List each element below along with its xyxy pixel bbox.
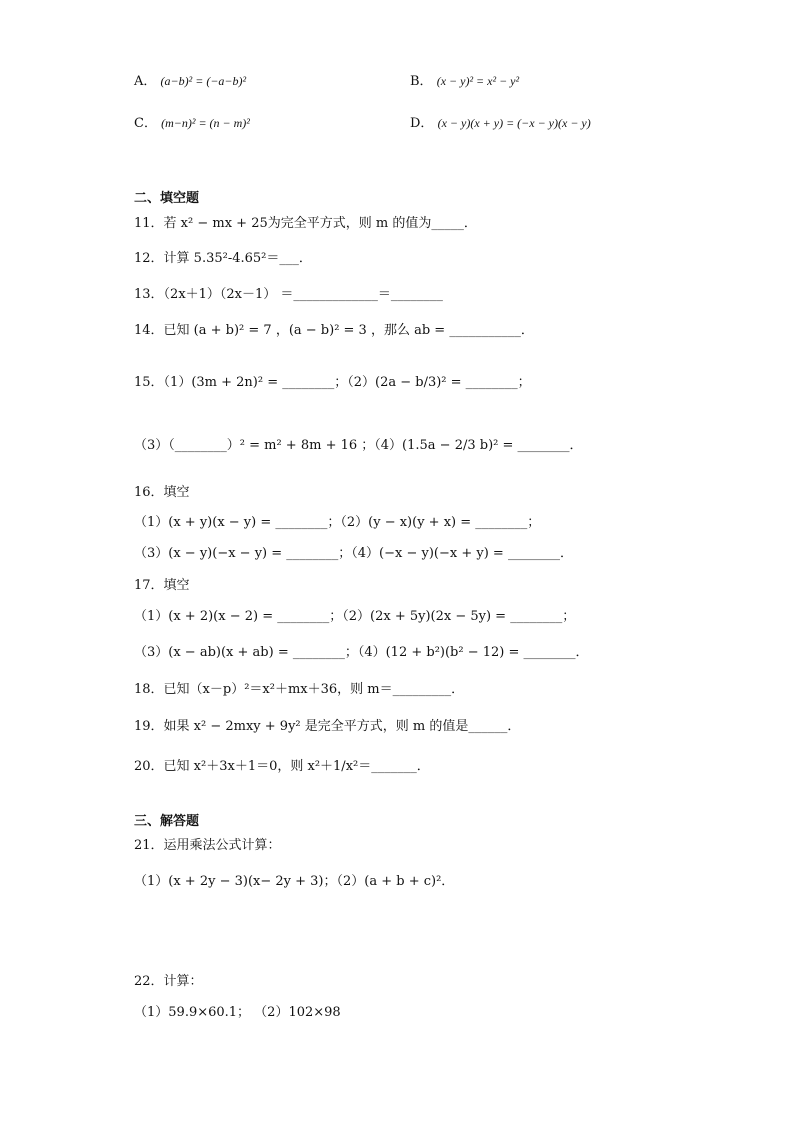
question-22: 22．计算： xyxy=(134,974,203,989)
option-d-expr: (x − y)(x + y) = (−x − y)(x − y) xyxy=(437,116,591,130)
option-d-label: D． xyxy=(410,116,434,131)
option-c-label: C． xyxy=(134,116,157,131)
question-13: 13．（2x＋1）（2x－1） ＝_____________＝________ xyxy=(134,287,443,302)
option-d xyxy=(410,114,591,133)
option-a-expr: (a−b)² = (−a−b)² xyxy=(160,74,247,88)
option-c-expr: (m−n)² = (n − m)² xyxy=(161,116,250,130)
question-20: 20．已知 x²＋3x＋1＝0，则 x²＋1/x²＝_______． xyxy=(134,759,430,774)
question-19: 19．如果 x² − 2mxy + 9y² 是完全平方式，则 m 的值是______． xyxy=(134,719,521,734)
section-title-solve: 三、解答题 xyxy=(134,814,200,829)
question-16-part-a: （1）(x + y)(x − y) = ________；（2）(y − x)(y + x) = ________； xyxy=(134,515,541,530)
question-12: 12．计算 5.35²-4.65²＝___． xyxy=(134,251,312,266)
option-b xyxy=(410,72,519,91)
question-11: 11．若 x² − mx + 25为完全平方式，则 m 的值为_____． xyxy=(134,216,477,231)
option-a-label: A． xyxy=(134,74,157,89)
question-17-part-a: （1）(x + 2)(x − 2) = ________；（2）(2x + 5y)(2x − 5y) = ________； xyxy=(134,609,576,624)
question-15-part-b: （3）（________）² = m² + 8m + 16 ；（4）(1.5a − 2/3 b)² = ________． xyxy=(134,438,583,453)
option-b-expr: (x − y)² = x² − y² xyxy=(436,74,520,88)
question-14: 14．已知 (a + b)² = 7 ，(a − b)² = 3 ，那么 ab = ___________． xyxy=(134,323,534,338)
question-16: 16．填空 xyxy=(134,485,190,500)
question-15-part-a: 15．（1）(3m + 2n)² = ________；（2）(2a − b/3)² = ________； xyxy=(134,375,531,390)
question-18: 18．已知（x－p）²＝x²＋mx＋36，则 m＝_________． xyxy=(134,682,465,697)
section-title-fill-blank: 二、填空题 xyxy=(134,191,200,206)
question-16-part-b: （3）(x − y)(−x − y) = ________；（4）(−x − y)(−x + y) = ________． xyxy=(134,546,573,561)
question-22-parts: （1）59.9×60.1； （2）102×98 xyxy=(134,1005,341,1020)
question-21-parts: （1）(x + 2y − 3)(x− 2y + 3)；（2）(a + b + c)²． xyxy=(134,874,455,889)
question-17-part-b: （3）(x − ab)(x + ab) = ________；（4）(12 + b²)(b² − 12) = ________． xyxy=(134,645,589,660)
question-21: 21．运用乘法公式计算： xyxy=(134,838,281,853)
option-b-label: B． xyxy=(410,74,433,89)
option-c xyxy=(134,114,250,133)
option-a xyxy=(134,72,246,91)
question-17: 17．填空 xyxy=(134,578,190,593)
